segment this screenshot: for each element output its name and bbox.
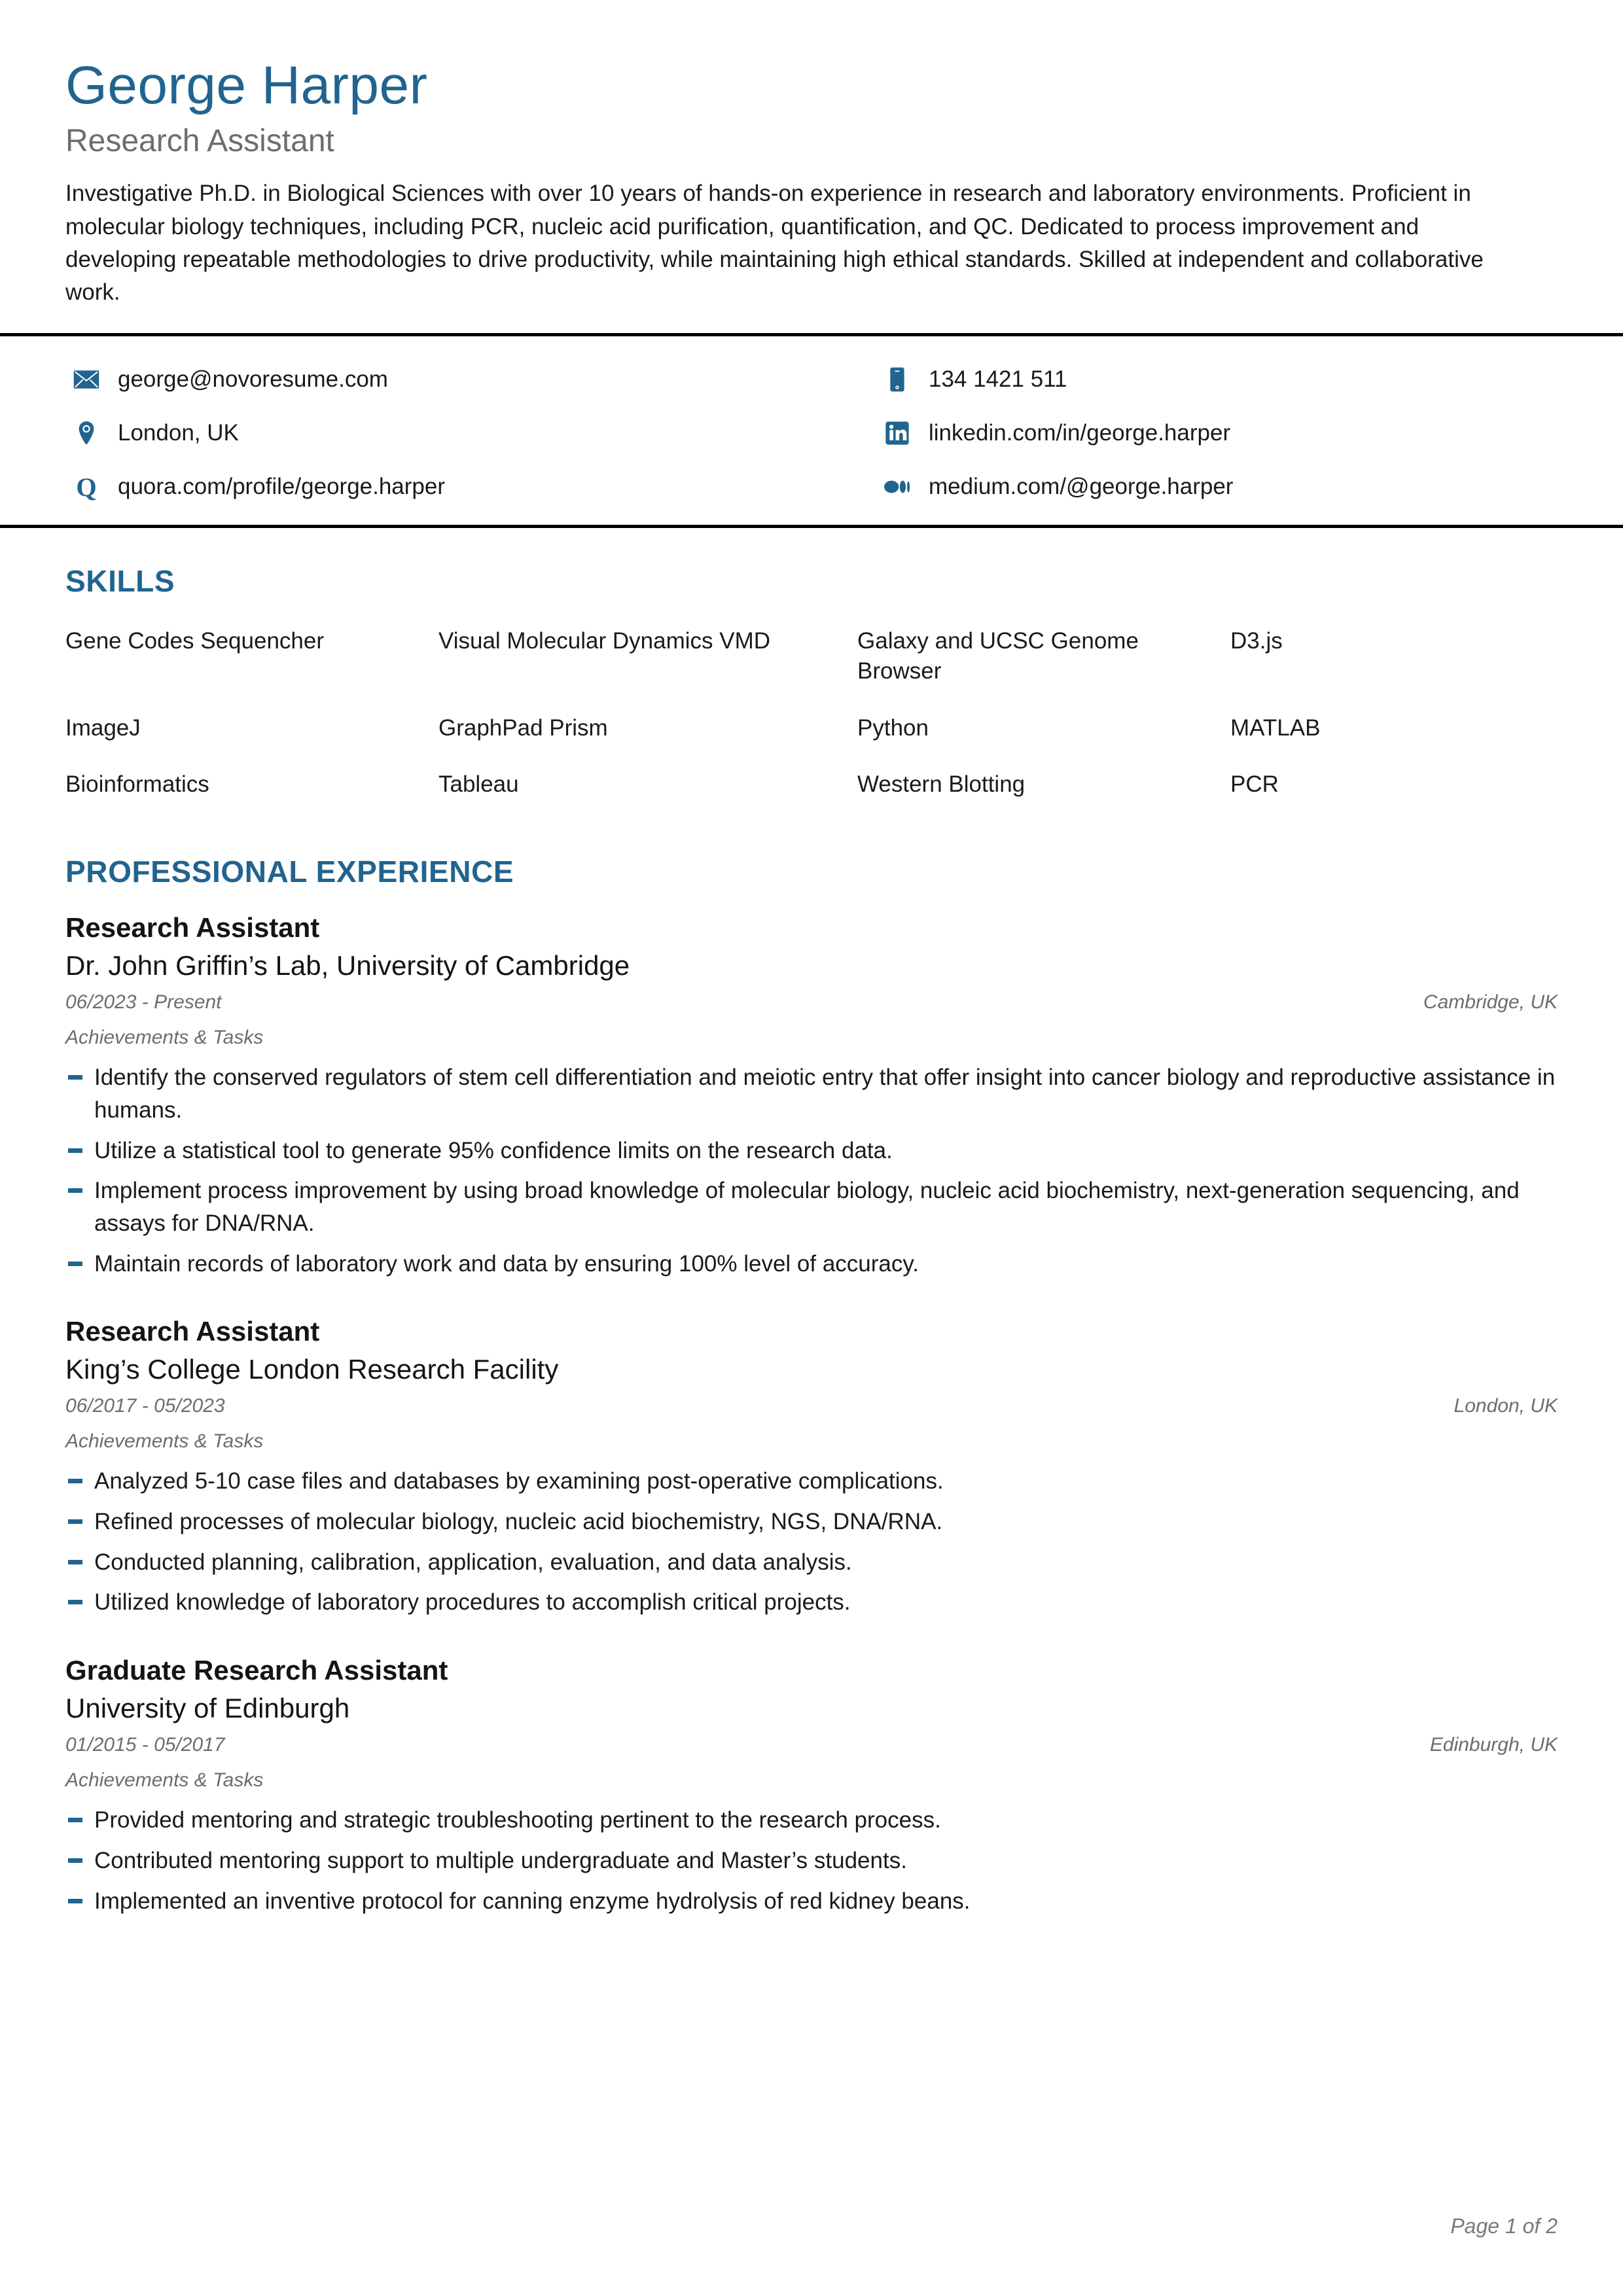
job-company: King’s College London Research Facility (65, 1353, 559, 1385)
contact-text-location: London, UK (118, 420, 239, 446)
job-bullet: Analyzed 5-10 case files and databases by examining post-operative complications. (65, 1465, 1558, 1498)
skill-item: MATLAB (1230, 715, 1321, 741)
experience-section (65, 800, 1558, 1917)
job-dates: 06/2023 - Present (65, 991, 222, 1014)
page-footer: Page 1 of 2 (1450, 2214, 1558, 2238)
skill-item: Gene Codes Sequencher (65, 627, 324, 654)
achievements-label: Achievements & Tasks (65, 1027, 264, 1049)
job-location: Edinburgh, UK (1429, 1734, 1558, 1756)
skill-item: PCR (1230, 771, 1279, 798)
job-dates: 01/2015 - 05/2017 (65, 1734, 225, 1756)
envelope-icon (72, 365, 101, 394)
experience-item (65, 1315, 1558, 1619)
job-bullet: Implement process improvement by using broad knowledge of molecular biology, nucleic acid biochemistry, next-generation sequencing, and assays for DNA/RNA. (65, 1174, 1558, 1239)
job-location: London, UK (1454, 1395, 1558, 1417)
skill-item: Visual Molecular Dynamics VMD (438, 627, 771, 654)
experience-list (65, 887, 1558, 1917)
job-dates: 06/2017 - 05/2023 (65, 1395, 225, 1417)
skills-grid (65, 596, 1558, 800)
job-meta (65, 1733, 1558, 1757)
experience-item (65, 1654, 1558, 1917)
job-role: Research Assistant (65, 912, 320, 944)
skill-item: Bioinformatics (65, 771, 209, 798)
svg-text:Q: Q (76, 472, 97, 501)
experience-item (65, 911, 1558, 1280)
job-bullet: Identify the conserved regulators of stem cell differentiation and meiotic entry that offer insight into cancer biology and reproductive assistance in humans. (65, 1061, 1558, 1126)
job-bullet: Provided mentoring and strategic troubleshooting pertinent to the research process. (65, 1804, 1558, 1837)
contact-text-email: george@novoresume.com (118, 366, 388, 393)
contact-text-linkedin: linkedin.com/in/george.harper (929, 420, 1231, 446)
contact-item-location[interactable] (72, 417, 747, 449)
header-job-title: Research Assistant (65, 124, 334, 159)
job-bullet: Refined processes of molecular biology, nucleic acid biochemistry, NGS, DNA/RNA. (65, 1506, 1558, 1538)
achievements-label: Achievements & Tasks (65, 1430, 264, 1453)
job-bullets (65, 1465, 1558, 1619)
contact-item-phone[interactable] (883, 364, 1558, 395)
linkedin-icon (883, 419, 912, 448)
skill-item: Western Blotting (857, 771, 1026, 798)
job-bullets (65, 1061, 1558, 1280)
job-location: Cambridge, UK (1423, 991, 1558, 1014)
contact-column-left (65, 364, 747, 503)
contact-section (65, 336, 1558, 503)
skill-item: ImageJ (65, 715, 141, 741)
achievements-label: Achievements & Tasks (65, 1769, 264, 1792)
skill-item: D3.js (1230, 627, 1283, 654)
job-role: Research Assistant (65, 1316, 320, 1347)
skill-item: Python (857, 715, 929, 741)
quora-icon (72, 472, 101, 501)
job-meta (65, 991, 1558, 1014)
job-bullet: Utilize a statistical tool to generate 95% confidence limits on the research data. (65, 1135, 1558, 1167)
job-meta (65, 1394, 1558, 1418)
contact-item-medium[interactable] (883, 471, 1558, 503)
job-role: Graduate Research Assistant (65, 1655, 448, 1686)
phone-icon (883, 365, 912, 394)
job-bullets (65, 1804, 1558, 1917)
job-bullet: Utilized knowledge of laboratory procedures to accomplish critical projects. (65, 1586, 1558, 1619)
experience-heading: PROFESSIONAL EXPERIENCE (65, 855, 514, 889)
contact-column-right (747, 364, 1558, 503)
job-bullet: Maintain records of laboratory work and data by ensuring 100% level of accuracy. (65, 1248, 1558, 1280)
profile-summary: Investigative Ph.D. in Biological Sciences with over 10 years of hands-on experience in research and laboratory environments. Proficient in molecular biology techniques, including PCR, nucleic acid purification, quantification, and QC. Dedicated to process improvement and developing repeatable methodologies to drive productivity, while maintaining high ethical standards. Skilled at independent and collaborative work. (65, 181, 1484, 306)
job-bullet: Implemented an inventive protocol for canning enzyme hydrolysis of red kidney beans. (65, 1885, 1558, 1918)
contact-item-quora[interactable] (72, 471, 747, 503)
contact-text-phone: 134 1421 511 (929, 366, 1067, 393)
skills-heading: SKILLS (65, 563, 175, 598)
skill-item: Galaxy and UCSC Genome Browser (857, 627, 1139, 684)
contact-item-linkedin[interactable] (883, 417, 1558, 449)
job-company: University of Edinburgh (65, 1692, 350, 1723)
job-company: Dr. John Griffin’s Lab, University of Cambridge (65, 949, 630, 981)
contact-text-medium: medium.com/@george.harper (929, 474, 1234, 500)
skill-item: Tableau (438, 771, 519, 798)
resume-header (65, 0, 1558, 309)
medium-icon (883, 472, 912, 501)
map-pin-icon (72, 419, 101, 448)
contact-item-email[interactable] (72, 364, 747, 395)
job-bullet: Contributed mentoring support to multiple undergraduate and Master’s students. (65, 1845, 1558, 1877)
skills-section (65, 528, 1558, 800)
page-title: George Harper (65, 56, 428, 115)
job-bullet: Conducted planning, calibration, application, evaluation, and data analysis. (65, 1546, 1558, 1579)
contact-text-quora: quora.com/profile/george.harper (118, 474, 446, 500)
skill-item: GraphPad Prism (438, 715, 608, 741)
